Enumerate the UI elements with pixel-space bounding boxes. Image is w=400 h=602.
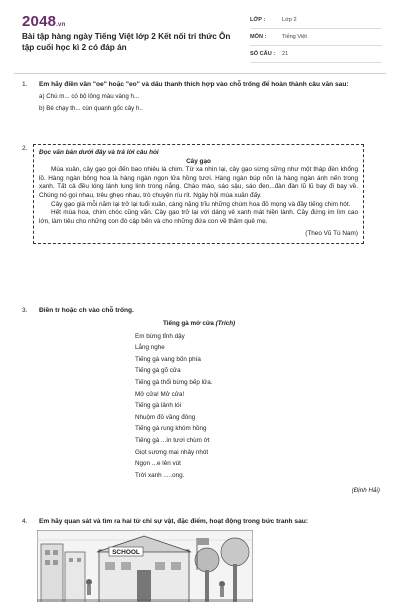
poem-line: Lắng nghe xyxy=(135,344,165,352)
passage-paragraph: Mùa xuân, cây gạo gọi đến bao nhiêu là chim. Từ xa nhìn lại, cây gạo sừng sững như một tháp đèn khổng lồ. Hàng ngàn bông hoa là hàng ngàn ngọn lửa hồng tươi. Hàng ngàn búp nõn là hàng ngàn ánh nến trong xanh. Tất cả đều lóng lánh lung linh trong nắng. Chào mào, sáo sậu, sáo đen...đàn đàn lũ lũ bay đi bay về. Chúng nó gọi nhau, trêu ghẹo nhau, trò chuyện ríu rít. Ngày hội mùa xuân đấy. xyxy=(39,166,358,199)
question-2 xyxy=(22,144,378,244)
info-key: MÔN : xyxy=(250,34,267,40)
poem-title-text: Tiếng gà mở cửa xyxy=(163,320,214,327)
school-scene-drawing xyxy=(37,530,253,602)
poem-line: Tiếng gà ...ìn tươi chùm ớt xyxy=(135,436,210,444)
question-3 xyxy=(22,306,378,316)
info-value: Lớp 2 xyxy=(282,17,297,23)
info-row-count xyxy=(250,46,382,63)
info-value: Tiếng Việt xyxy=(282,34,307,40)
poem-line: Tiếng gà lảnh lói xyxy=(135,402,181,410)
poem-title xyxy=(163,318,385,330)
school-illustration xyxy=(37,530,253,602)
poem-line: Trời xanh .....ong. xyxy=(135,471,185,479)
poem-title-note: (Trích) xyxy=(215,320,236,327)
logo-text: 2048 xyxy=(22,13,57,30)
question-number: 4. xyxy=(22,518,28,525)
fill-item-a: a) Chú m... có bộ lông màu vàng h... xyxy=(39,92,140,100)
passage-source: (Theo Vũ Tú Nam) xyxy=(305,230,358,238)
poem-line: Ngọn ...e lên vút xyxy=(135,460,181,468)
school-sign-text: SCHOOL xyxy=(112,549,140,556)
poem-line: Tiếng gà rung khóm hồng xyxy=(135,425,207,433)
question-1 xyxy=(22,80,378,113)
header-divider xyxy=(14,73,386,74)
poem-line: Tiếng gà vang bốn phía xyxy=(135,355,201,363)
site-logo[interactable] xyxy=(22,13,65,30)
poem-line: Tiếng gà thổi bừng bếp lửa. xyxy=(135,378,213,386)
poem-line: Giọt sương mai nhảy nhót xyxy=(135,448,209,456)
poem-author: (Định Hải) xyxy=(351,487,380,494)
poem-line: Nhuộm đỏ vầng đông xyxy=(135,413,196,421)
question-4 xyxy=(22,517,378,527)
question-prompt: Em hãy quan sát và tìm ra hai từ chỉ sự vật, đặc điểm, hoạt động trong bức tranh sau: xyxy=(39,518,308,525)
info-value: 21 xyxy=(282,51,289,57)
page-title: Bài tập hàng ngày Tiếng Việt lớp 2 Kết nối tri thức Ôn tập cuối học kì 2 có đáp án xyxy=(22,32,231,52)
question-prompt: Điền tr hoặc ch vào chỗ trống. xyxy=(39,307,134,314)
poem-line: Em bừng tỉnh dậy xyxy=(135,332,185,340)
question-number: 2. xyxy=(22,145,28,152)
poem-line: Tiếng gà gõ cửa xyxy=(135,367,181,375)
info-table xyxy=(250,12,382,63)
info-key: SỐ CÂU : xyxy=(250,51,276,57)
info-key: LỚP : xyxy=(250,17,266,23)
passage-paragraph: Hết mùa hoa, chim chóc cũng vãn. Cây gạo trở lại với dáng vẻ xanh mát hiền lành. Cây đứng im lìm cao lớn, làm tiêu cho những con đò cập bến và cho những đứa con về thăm quê mẹ. xyxy=(39,209,358,225)
poem-line: Mở cửa! Mở cửa! xyxy=(135,390,185,398)
passage-instruction: Đọc văn bản dưới đây và trả lời câu hỏi xyxy=(39,149,159,156)
reading-passage-box xyxy=(33,144,364,244)
fill-item-b: b) Bé chạy th... cún quanh gốc cây h.. xyxy=(39,104,143,112)
question-prompt: Em hãy điền vần "oe" hoặc "eo" và dấu thanh thích hợp vào chỗ trống để hoàn thành câu văn sau: xyxy=(39,81,349,88)
info-row-grade xyxy=(250,12,382,29)
info-row-subject xyxy=(250,29,382,46)
logo-suffix: .vn xyxy=(56,22,66,28)
passage-paragraph: Cây gạo già mỗi năm lại trở lại tuổi xuân, càng nặng trĩu những chùm hoa đỏ mọng và đầy tiếng chim hót. xyxy=(51,200,351,208)
passage-title: Cây gạo xyxy=(186,157,211,165)
question-number: 3. xyxy=(22,307,28,314)
question-number: 1. xyxy=(22,81,28,88)
poem xyxy=(135,318,385,481)
